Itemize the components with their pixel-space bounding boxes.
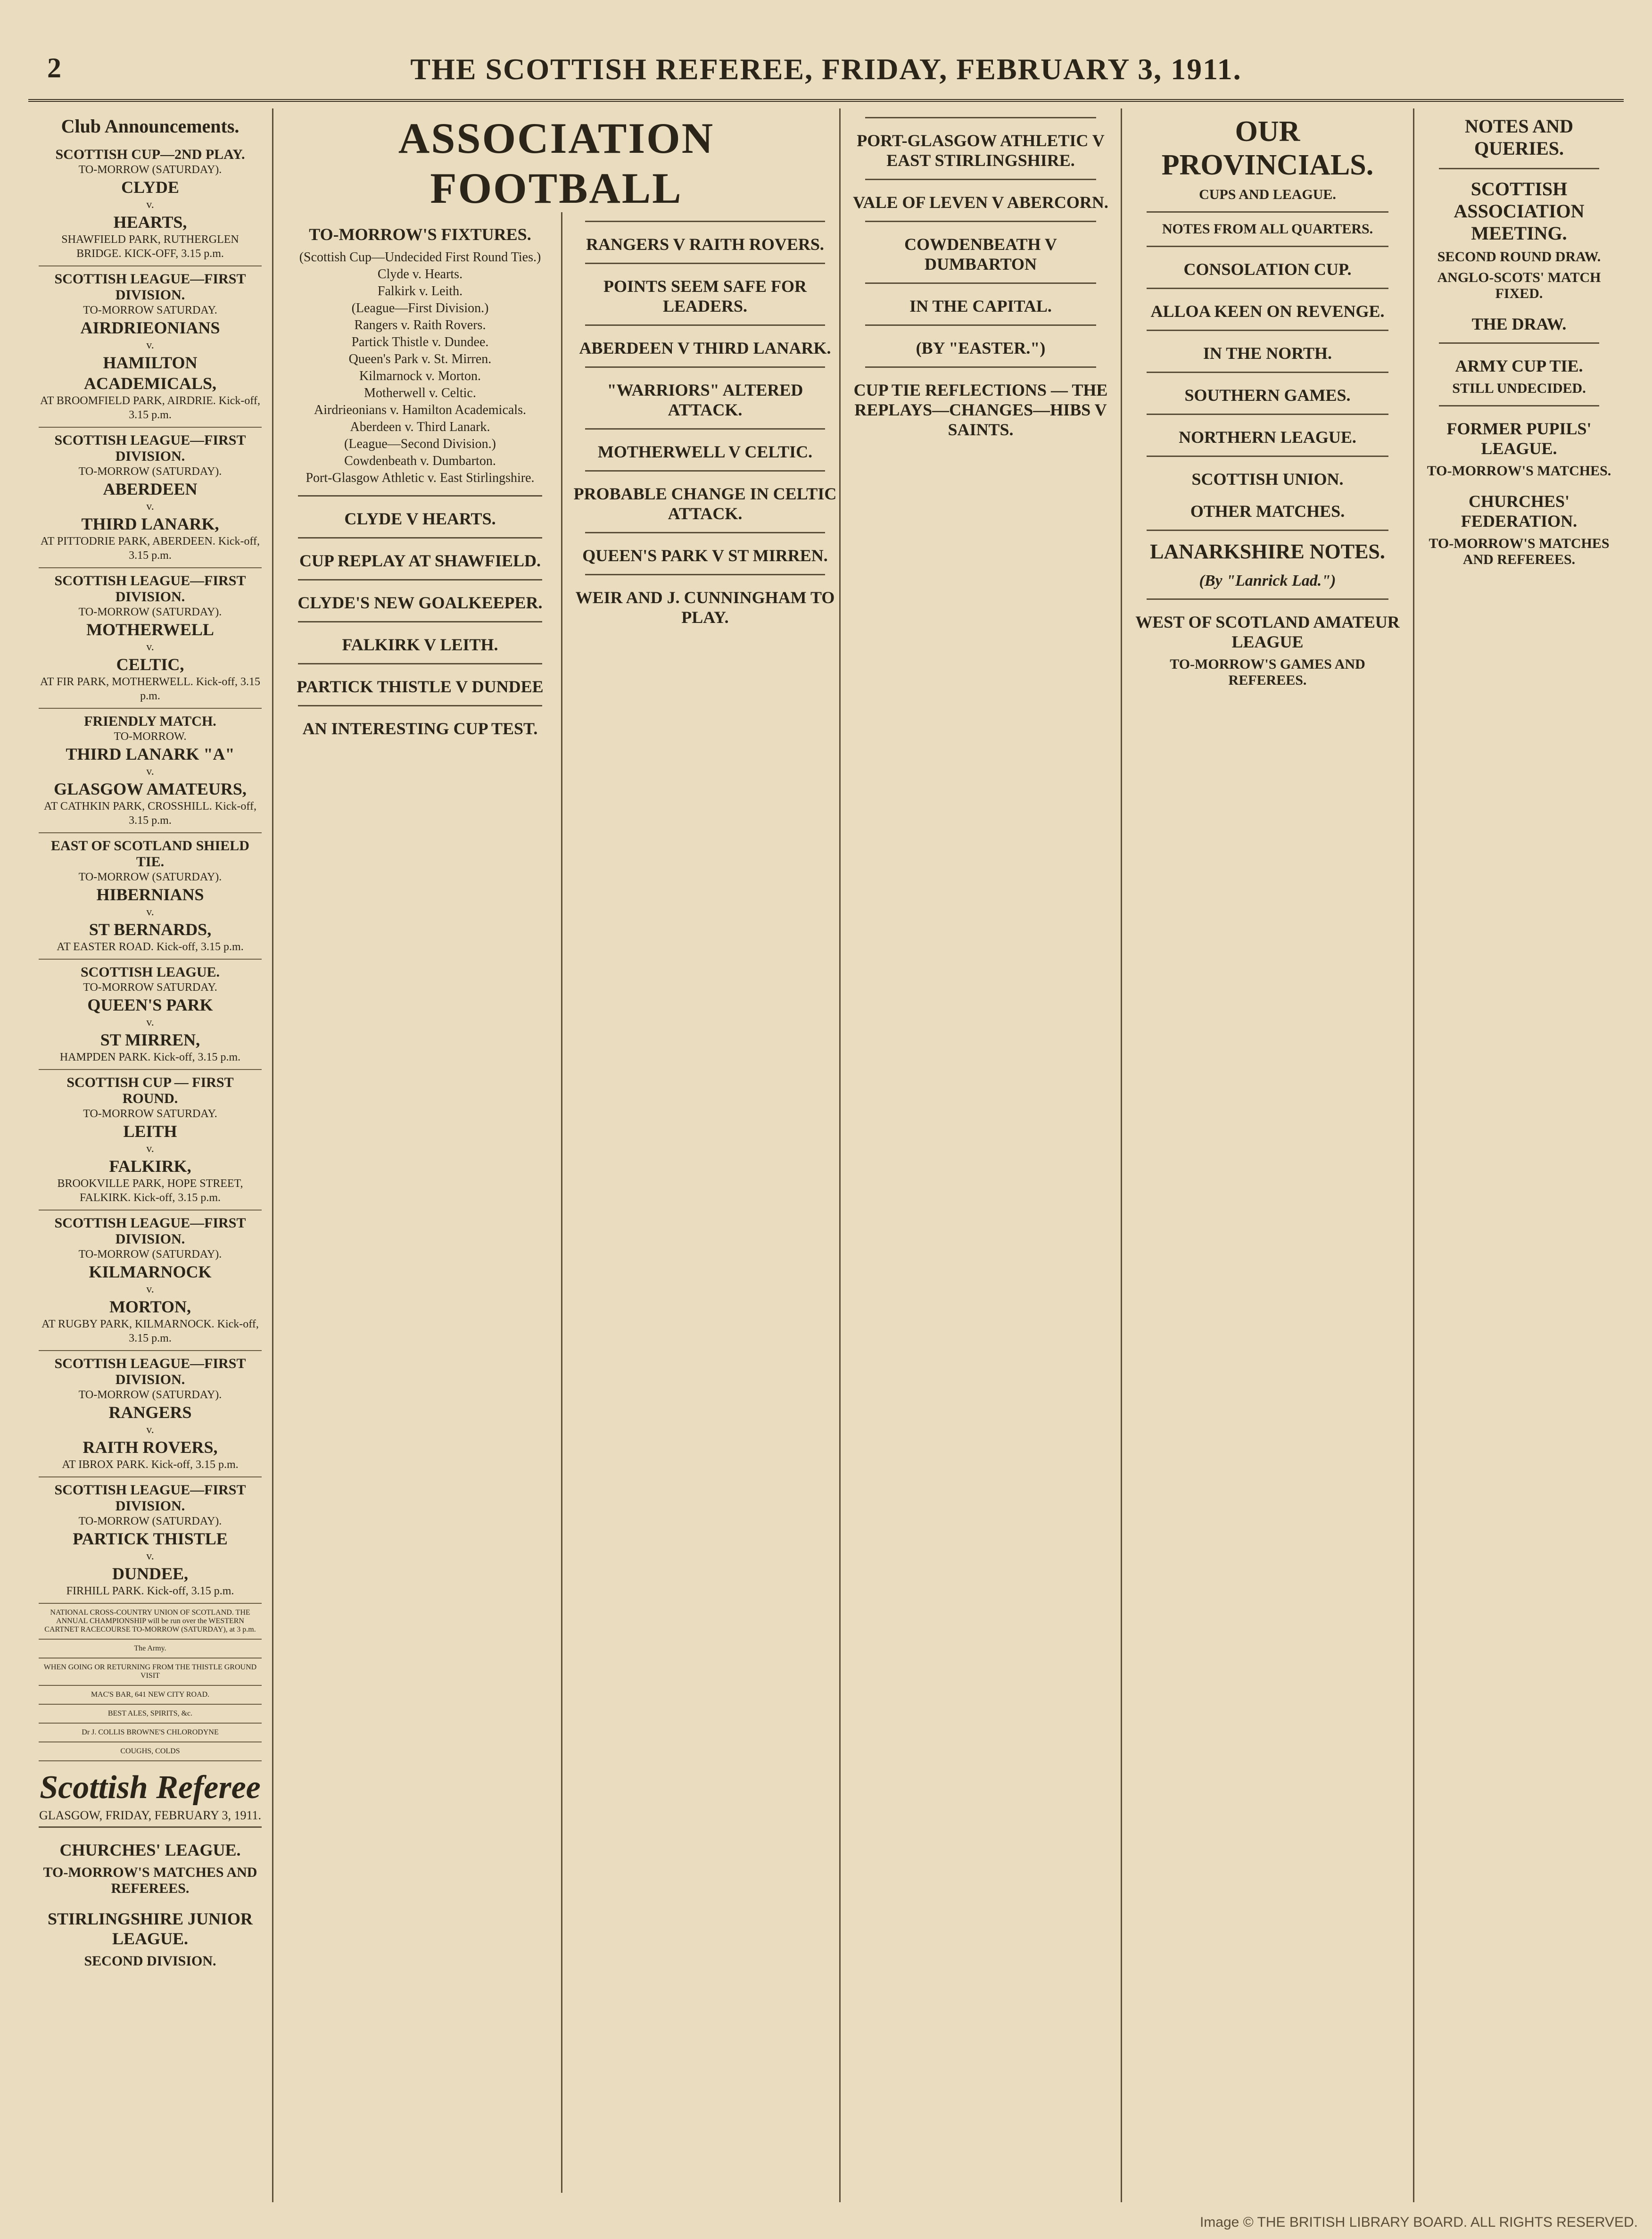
club-ad-ln: TO-MORROW (SATURDAY). xyxy=(78,164,222,176)
club-ad-team2: RAITH ROVERS, xyxy=(83,1438,218,1457)
section-heading: PARTICK THISTLE V DUNDEE xyxy=(297,677,544,696)
club-ad-ln: TO-MORROW (SATURDAY). xyxy=(78,1515,222,1527)
club-ad-info: HAMPDEN PARK. Kick-off, 3.15 p.m. xyxy=(59,1051,241,1063)
section-heading: SOUTHERN GAMES. xyxy=(1184,386,1351,405)
club-ad-team1: PARTICK THISTLE xyxy=(73,1529,228,1548)
club-ad xyxy=(39,1477,262,1604)
club-ad xyxy=(39,1211,262,1351)
section-rule xyxy=(585,366,825,368)
club-ad-team2: FALKIRK, xyxy=(109,1157,191,1176)
football-subcolumn-left xyxy=(284,212,556,2193)
section-rule xyxy=(585,324,825,326)
club-ad-team2: HEARTS, xyxy=(113,213,187,232)
club-ad-team1: THIRD LANARK "A" xyxy=(66,745,235,763)
dateline: GLASGOW, FRIDAY, FEBRUARY 3, 1911. xyxy=(39,1808,262,1828)
section-heading: CUP REPLAY AT SHAWFIELD. xyxy=(299,551,541,570)
club-ad-hd: SCOTTISH LEAGUE—FIRST DIVISION. xyxy=(54,1215,246,1247)
club-ad-info: AT RUGBY PARK, KILMARNOCK. Kick-off, 3.15 p.m. xyxy=(41,1318,259,1344)
club-ad-ln: TO-MORROW SATURDAY. xyxy=(83,1108,217,1120)
club-ad-team1: RANGERS xyxy=(108,1403,192,1422)
club-ad-hd: SCOTTISH LEAGUE—FIRST DIVISION. xyxy=(54,573,246,605)
section-heading: AN INTERESTING CUP TEST. xyxy=(302,719,538,738)
west-league-sub: TO-MORROW'S GAMES AND REFEREES. xyxy=(1170,656,1365,688)
club-ad-hd: EAST OF SCOTLAND SHIELD TIE. xyxy=(51,838,249,870)
our-provincials-headline: OUR PROVINCIALS. xyxy=(1161,116,1374,181)
club-ad-hd: SCOTTISH LEAGUE. xyxy=(80,964,220,980)
club-ad-v: v. xyxy=(146,906,154,918)
club-ad-v: v. xyxy=(146,1143,154,1155)
column-association-football xyxy=(273,108,839,2202)
section-rule xyxy=(865,366,1096,368)
fixture-line: Airdrieonians v. Hamilton Academicals. xyxy=(314,403,526,417)
club-ad-v: v. xyxy=(146,1550,154,1562)
image-credit: Image © THE BRITISH LIBRARY BOARD. ALL RIGHTS RESERVED. xyxy=(1199,2214,1638,2230)
page-frame xyxy=(28,33,1624,2212)
football-sections-right xyxy=(571,221,839,627)
section-rule xyxy=(1147,330,1388,331)
club-ad-team2: CELTIC, xyxy=(116,655,184,674)
section-heading: CONSOLATION CUP. xyxy=(1183,260,1352,279)
lanarkshire-byline: (By "Lanrick Lad.") xyxy=(1199,572,1336,589)
section-heading: CLYDE V HEARTS. xyxy=(344,509,496,528)
section-heading: NORTHERN LEAGUE. xyxy=(1179,428,1356,447)
fixtures-heading: TO-MORROW'S FIXTURES. xyxy=(309,225,531,244)
fixture-line: (League—First Division.) xyxy=(351,301,489,315)
misc-ads xyxy=(39,1604,262,1761)
masthead xyxy=(28,33,1624,102)
col4-sections xyxy=(1132,246,1403,489)
section-heading: IN THE NORTH. xyxy=(1203,344,1332,363)
club-ad-hd: FRIENDLY MATCH. xyxy=(84,713,216,729)
former-pupils-sub: TO-MORROW'S MATCHES. xyxy=(1427,463,1611,479)
club-ad-team2: HAMILTON ACADEMICALS, xyxy=(83,353,217,393)
club-ad-team2: ST BERNARDS, xyxy=(89,920,212,939)
notes-queries-headline: NOTES AND QUERIES. xyxy=(1464,116,1574,159)
club-ad-team1: KILMARNOCK xyxy=(89,1262,212,1281)
club-ad-hd: SCOTTISH LEAGUE—FIRST DIVISION. xyxy=(54,1356,246,1387)
fixture-line: Cowdenbeath v. Dumbarton. xyxy=(344,454,496,468)
section-heading: CLYDE'S NEW GOALKEEPER. xyxy=(297,593,543,612)
churches-league-sub: TO-MORROW'S MATCHES AND REFEREES. xyxy=(43,1865,257,1896)
west-league-heading: WEST OF SCOTLAND AMATEUR LEAGUE xyxy=(1135,613,1400,651)
masthead-title: THE SCOTTISH REFEREE, FRIDAY, FEBRUARY 3, 1911. xyxy=(410,52,1242,86)
association-football-headline: ASSOCIATION FOOTBALL xyxy=(398,114,715,212)
club-ad xyxy=(39,960,262,1070)
football-sections-left xyxy=(284,495,556,738)
club-ad-ln: TO-MORROW (SATURDAY). xyxy=(78,1389,222,1401)
club-ad-info: SHAWFIELD PARK, RUTHERGLEN BRIDGE. KICK-OFF, 3.15 p.m. xyxy=(61,233,239,260)
section-rule xyxy=(298,705,542,706)
club-ad-team1: ABERDEEN xyxy=(103,480,198,498)
lanarkshire-notes-heading: LANARKSHIRE NOTES. xyxy=(1150,540,1385,563)
section-heading: ABERDEEN V THIRD LANARK. xyxy=(579,339,831,357)
fixture-line: Rangers v. Raith Rovers. xyxy=(354,318,486,332)
club-ad-info: AT CATHKIN PARK, CROSSHILL. Kick-off, 3.15 p.m. xyxy=(44,800,256,827)
section-rule xyxy=(585,470,825,472)
club-ad-hd: SCOTTISH CUP—2ND PLAY. xyxy=(55,147,245,162)
churches-federation-sub: TO-MORROW'S MATCHES AND REFEREES. xyxy=(1429,536,1610,567)
notes-all-quarters-sub: NOTES FROM ALL QUARTERS. xyxy=(1162,221,1373,237)
section-rule xyxy=(585,532,825,533)
misc-ad: BEST ALES, SPIRITS, &c. xyxy=(39,1705,262,1724)
club-ad-v: v. xyxy=(146,1283,154,1295)
football-subcolumn-right xyxy=(561,212,839,2193)
club-ad-ln: TO-MORROW (SATURDAY). xyxy=(78,1248,222,1260)
anglo-scots-sub: ANGLO-SCOTS' MATCH FIXED. xyxy=(1437,270,1601,301)
club-ad-info: AT PITTODRIE PARK, ABERDEEN. Kick-off, 3.15 p.m. xyxy=(40,535,260,562)
club-ad-hd: SCOTTISH LEAGUE—FIRST DIVISION. xyxy=(54,271,246,303)
club-ad-ln: TO-MORROW (SATURDAY). xyxy=(78,465,222,478)
club-ad-info: FIRHILL PARK. Kick-off, 3.15 p.m. xyxy=(66,1585,234,1597)
page-number: 2 xyxy=(47,52,61,83)
club-ad-ln: TO-MORROW (SATURDAY). xyxy=(78,606,222,618)
club-ad-hd: SCOTTISH LEAGUE—FIRST DIVISION. xyxy=(54,432,246,464)
churches-federation-heading: CHURCHES' FEDERATION. xyxy=(1461,492,1578,531)
club-ad-team2: DUNDEE, xyxy=(112,1564,188,1583)
fixture-line: Falkirk v. Leith. xyxy=(377,284,463,299)
section-heading: (BY "EASTER.") xyxy=(916,339,1046,357)
section-heading: VALE OF LEVEN V ABERCORN. xyxy=(853,193,1108,212)
club-ad xyxy=(39,1351,262,1477)
club-ad xyxy=(39,709,262,833)
club-ad xyxy=(39,833,262,960)
club-ad xyxy=(39,142,262,266)
club-ad-team1: HIBERNIANS xyxy=(96,885,204,904)
section-rule xyxy=(585,221,825,222)
club-announcements-heading: Club Announcements. xyxy=(61,116,240,137)
fixture-line: Aberdeen v. Third Lanark. xyxy=(350,420,490,434)
cups-and-league-sub: CUPS AND LEAGUE. xyxy=(1199,187,1336,202)
column-matches xyxy=(839,108,1122,2202)
club-ad-team1: QUEEN'S PARK xyxy=(87,995,213,1014)
club-ad-v: v. xyxy=(146,765,154,778)
section-rule xyxy=(298,621,542,622)
section-heading: "WARRIORS" ALTERED ATTACK. xyxy=(607,381,803,419)
fixture-line: Queen's Park v. St. Mirren. xyxy=(348,352,492,366)
fixtures-list xyxy=(284,266,556,487)
misc-ad: COUGHS, COLDS xyxy=(39,1742,262,1761)
section-heading: COWDENBEATH V DUMBARTON xyxy=(904,235,1057,274)
section-rule xyxy=(1147,414,1388,415)
section-rule xyxy=(1147,456,1388,457)
club-ad-team2: MORTON, xyxy=(109,1297,191,1316)
club-ad xyxy=(39,1070,262,1211)
section-heading: RANGERS V RAITH ROVERS. xyxy=(586,235,824,254)
fixtures-sub: (Scottish Cup—Undecided First Round Ties.) xyxy=(299,250,541,265)
scottish-referee-logo: Scottish Referee xyxy=(40,1769,261,1806)
section-heading: MOTHERWELL V CELTIC. xyxy=(597,442,813,461)
section-rule xyxy=(1147,372,1388,373)
churches-league-heading: CHURCHES' LEAGUE. xyxy=(59,1841,241,1859)
club-ad-info: AT EASTER ROAD. Kick-off, 3.15 p.m. xyxy=(57,941,244,953)
club-ad-team1: CLYDE xyxy=(121,178,179,197)
club-ad-v: v. xyxy=(146,1016,154,1028)
section-rule xyxy=(865,117,1096,118)
second-round-draw-sub: SECOND ROUND DRAW. xyxy=(1437,249,1601,265)
misc-ad: The Army. xyxy=(39,1640,262,1659)
army-cup-sub: STILL UNDECIDED. xyxy=(1452,381,1586,396)
misc-ad: MAC'S BAR, 641 NEW CITY ROAD. xyxy=(39,1686,262,1705)
section-rule xyxy=(298,579,542,580)
section-rule xyxy=(865,221,1096,222)
club-ad-info: AT FIR PARK, MOTHERWELL. Kick-off, 3.15 p.m. xyxy=(40,676,260,702)
section-rule xyxy=(298,495,542,497)
section-rule xyxy=(585,263,825,264)
scottish-association-heading: SCOTTISH ASSOCIATION MEETING. xyxy=(1454,178,1585,244)
club-ad-ln: TO-MORROW SATURDAY. xyxy=(83,304,217,316)
stirling-league-heading: STIRLINGSHIRE JUNIOR LEAGUE. xyxy=(47,1909,253,1948)
fixture-line: Clyde v. Hearts. xyxy=(377,267,463,282)
section-heading: WEIR AND J. CUNNINGHAM TO PLAY. xyxy=(575,588,835,627)
misc-ad: NATIONAL CROSS-COUNTRY UNION OF SCOTLAND. THE ANNUAL CHAMPIONSHIP will be run over the WESTERN CARTNET RACECOURSE TO-MORROW (SATURDAY), at 3 p.m. xyxy=(39,1604,262,1640)
club-ad-v: v. xyxy=(146,641,154,653)
club-ad-info: BROOKVILLE PARK, HOPE STREET, FALKIRK. Kick-off, 3.15 p.m. xyxy=(57,1178,243,1204)
club-ad-hd: SCOTTISH CUP — FIRST ROUND. xyxy=(66,1075,234,1106)
club-ad-info: AT IBROX PARK. Kick-off, 3.15 p.m. xyxy=(62,1459,239,1471)
club-ad xyxy=(39,428,262,568)
club-ad-team1: AIRDRIEONIANS xyxy=(80,318,220,337)
misc-ad: WHEN GOING OR RETURNING FROM THE THISTLE GROUND VISIT xyxy=(39,1659,262,1686)
club-ad-v: v. xyxy=(146,199,154,211)
section-heading: SCOTTISH UNION. xyxy=(1191,470,1344,489)
section-heading: FALKIRK V LEITH. xyxy=(342,635,498,654)
club-ad-ln: TO-MORROW (SATURDAY). xyxy=(78,871,222,883)
other-matches-heading: OTHER MATCHES. xyxy=(1190,502,1345,521)
col3-sections xyxy=(851,117,1110,440)
misc-ad: Dr J. COLLIS BROWNE'S CHLORODYNE xyxy=(39,1724,262,1742)
club-ad-hd: SCOTTISH LEAGUE—FIRST DIVISION. xyxy=(54,1482,246,1514)
fixture-line: Partick Thistle v. Dundee. xyxy=(351,335,489,349)
club-ad xyxy=(39,568,262,709)
section-rule xyxy=(865,324,1096,326)
section-heading: IN THE CAPITAL. xyxy=(909,297,1052,315)
club-ad-v: v. xyxy=(146,500,154,513)
section-heading: PROBABLE CHANGE IN CELTIC ATTACK. xyxy=(573,484,837,523)
army-cup-heading: ARMY CUP TIE. xyxy=(1455,357,1583,375)
column-club-announcements xyxy=(28,108,273,2202)
club-ad-ln: TO-MORROW SATURDAY. xyxy=(83,981,217,994)
club-ad-team2: THIRD LANARK, xyxy=(81,514,219,533)
column-our-provincials xyxy=(1122,108,1414,2202)
the-draw-heading: THE DRAW. xyxy=(1471,315,1567,333)
club-ad-team1: MOTHERWELL xyxy=(86,620,214,639)
section-rule xyxy=(1147,288,1388,289)
section-heading: QUEEN'S PARK V ST MIRREN. xyxy=(582,546,828,565)
club-ad-info: AT BROOMFIELD PARK, AIRDRIE. Kick-off, 3.15 p.m. xyxy=(40,395,260,421)
fixture-line: Kilmarnock v. Morton. xyxy=(359,369,481,383)
club-ad xyxy=(39,266,262,428)
section-rule xyxy=(585,428,825,430)
section-rule xyxy=(298,663,542,664)
section-rule xyxy=(298,537,542,539)
club-ad-v: v. xyxy=(146,1424,154,1436)
section-heading: PORT-GLASGOW ATHLETIC V EAST STIRLINGSHIRE. xyxy=(857,131,1105,170)
section-heading: CUP TIE REFLECTIONS — THE REPLAYS—CHANGES—HIBS V SAINTS. xyxy=(853,381,1108,439)
club-ad-ln: TO-MORROW. xyxy=(114,730,187,743)
ads-list xyxy=(39,142,262,1604)
fixture-line: Port-Glasgow Athletic v. East Stirlingshire. xyxy=(306,471,535,485)
column-notes-and-queries xyxy=(1414,108,1624,2202)
former-pupils-heading: FORMER PUPILS' LEAGUE. xyxy=(1446,419,1592,458)
stirling-league-sub: SECOND DIVISION. xyxy=(84,1953,216,1969)
section-heading: POINTS SEEM SAFE FOR LEADERS. xyxy=(603,277,807,315)
club-ad-v: v. xyxy=(146,339,154,351)
fixture-line: Motherwell v. Celtic. xyxy=(364,386,476,400)
section-heading: ALLOA KEEN ON REVENGE. xyxy=(1150,302,1385,321)
fixture-line: (League—Second Division.) xyxy=(344,437,496,451)
section-rule xyxy=(865,282,1096,284)
section-rule xyxy=(865,179,1096,180)
section-rule xyxy=(585,574,825,575)
club-ad-team2: ST MIRREN, xyxy=(100,1030,200,1049)
section-rule xyxy=(1147,246,1388,247)
club-ad-team2: GLASGOW AMATEURS, xyxy=(54,780,247,798)
club-ad-team1: LEITH xyxy=(123,1122,177,1141)
